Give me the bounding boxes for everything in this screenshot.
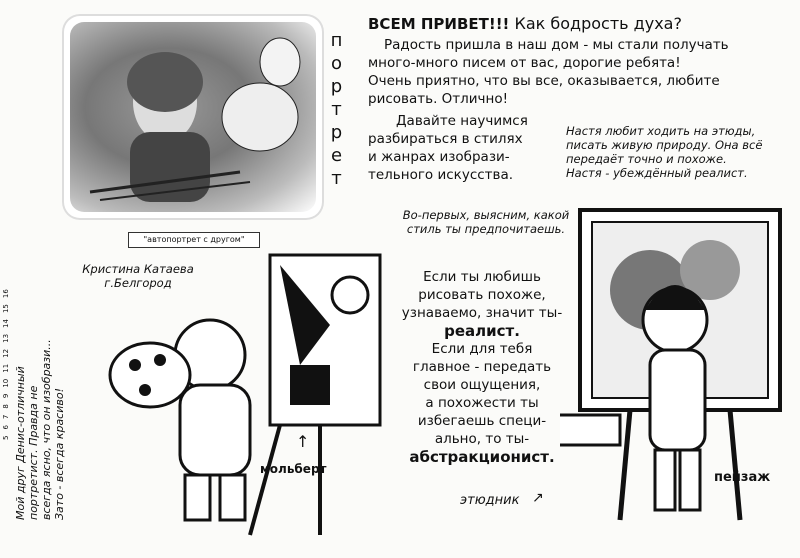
nastya-note — [566, 124, 791, 180]
landscape-label: пейзаж — [714, 470, 771, 485]
style-explanation — [382, 268, 582, 466]
ruler-number: 12 — [2, 348, 10, 358]
center-line: а похожести ты — [425, 395, 539, 411]
denis-note-line: портретист. Правда не — [27, 385, 40, 520]
first-note-line: Во-первых, выясним, какой — [402, 208, 570, 222]
abstract-painter-illustration — [100, 245, 390, 545]
styles-line: и жанрах изобрази- — [368, 149, 510, 165]
ruler-number: 10 — [2, 378, 10, 388]
greeting-rest: Как бодрость духа? — [509, 14, 682, 33]
ruler-number: 5 — [2, 435, 10, 440]
ruler-number: 14 — [2, 319, 10, 328]
nastya-note-line: Настя - убеждённый реалист. — [566, 166, 748, 180]
ruler-number: 11 — [2, 363, 10, 373]
denis-note-line: Мой друг Денис-отличный — [14, 366, 27, 520]
center-line: Если ты любишь — [423, 269, 541, 285]
photo-caption: "автопортрет с другом" — [128, 232, 260, 248]
ruler-number: 16 — [2, 289, 10, 299]
self-portrait-photo — [70, 22, 316, 212]
intro-line: Радость пришла в наш дом - мы стали получать — [384, 37, 729, 53]
styles-line: разбираться в стилях — [368, 131, 523, 147]
styles-line: тельного искусства. — [368, 167, 514, 183]
portrait-photo-frame — [62, 14, 324, 220]
vertical-title — [326, 30, 346, 196]
center-line: узнаваемо, значит ты- — [401, 305, 563, 321]
denis-note-line: всегда ясно, что он изобрази... — [40, 339, 53, 520]
first-note-line: стиль ты предпочитаешь. — [406, 222, 566, 236]
styles-paragraph — [368, 112, 568, 184]
easel-label: мольберт — [260, 462, 327, 476]
center-line: Если для тебя — [431, 341, 533, 357]
intro-line: много-много писем от вас, дорогие ребята! — [368, 55, 681, 71]
greeting-heading — [368, 14, 682, 33]
ruler-number: 15 — [2, 304, 10, 314]
first-note — [386, 208, 586, 236]
ruler-number: 7 — [2, 414, 10, 420]
denis-note — [14, 280, 66, 520]
arrow-up-right-icon: ↗ — [532, 490, 544, 506]
center-line: главное - передать — [412, 359, 552, 375]
edge-ruler — [2, 240, 10, 440]
intro-paragraph — [368, 36, 788, 108]
nastya-note-line: писать живую природу. Она всё — [566, 138, 763, 152]
center-line: избегаешь специ- — [417, 413, 547, 429]
abstract-term: абстракционист. — [409, 448, 555, 466]
photo-sketch — [70, 22, 316, 212]
ruler-number: 8 — [2, 404, 10, 409]
denis-note-line: Зато - всегда красиво! — [53, 388, 66, 520]
nastya-note-line: передаёт точно и похоже. — [566, 152, 727, 166]
intro-line: Очень приятно, что вы все, оказывается, любите — [368, 73, 720, 89]
author-name: Кристина Катаева — [82, 262, 194, 276]
center-line: свои ощущения, — [423, 377, 541, 393]
center-line: ально, то ты- — [434, 431, 530, 447]
ruler-number: 6 — [2, 425, 10, 430]
author-city: г.Белгород — [104, 276, 172, 290]
realist-term: реалист. — [444, 322, 520, 340]
ruler-number: 13 — [2, 333, 10, 343]
intro-line: рисовать. Отлично! — [368, 91, 509, 107]
styles-line: Давайте научимся — [396, 113, 528, 129]
arrow-up-icon: ↑ — [296, 432, 310, 451]
nastya-note-line: Настя любит ходить на этюды, — [566, 124, 756, 138]
vertical-title-text: портрет — [326, 30, 347, 191]
etude-box-label: этюдник — [460, 493, 520, 508]
ruler-number: 9 — [2, 393, 10, 399]
greeting-bold: ВСЕМ ПРИВЕТ!!! — [368, 15, 510, 33]
center-line: рисовать похоже, — [418, 287, 546, 303]
